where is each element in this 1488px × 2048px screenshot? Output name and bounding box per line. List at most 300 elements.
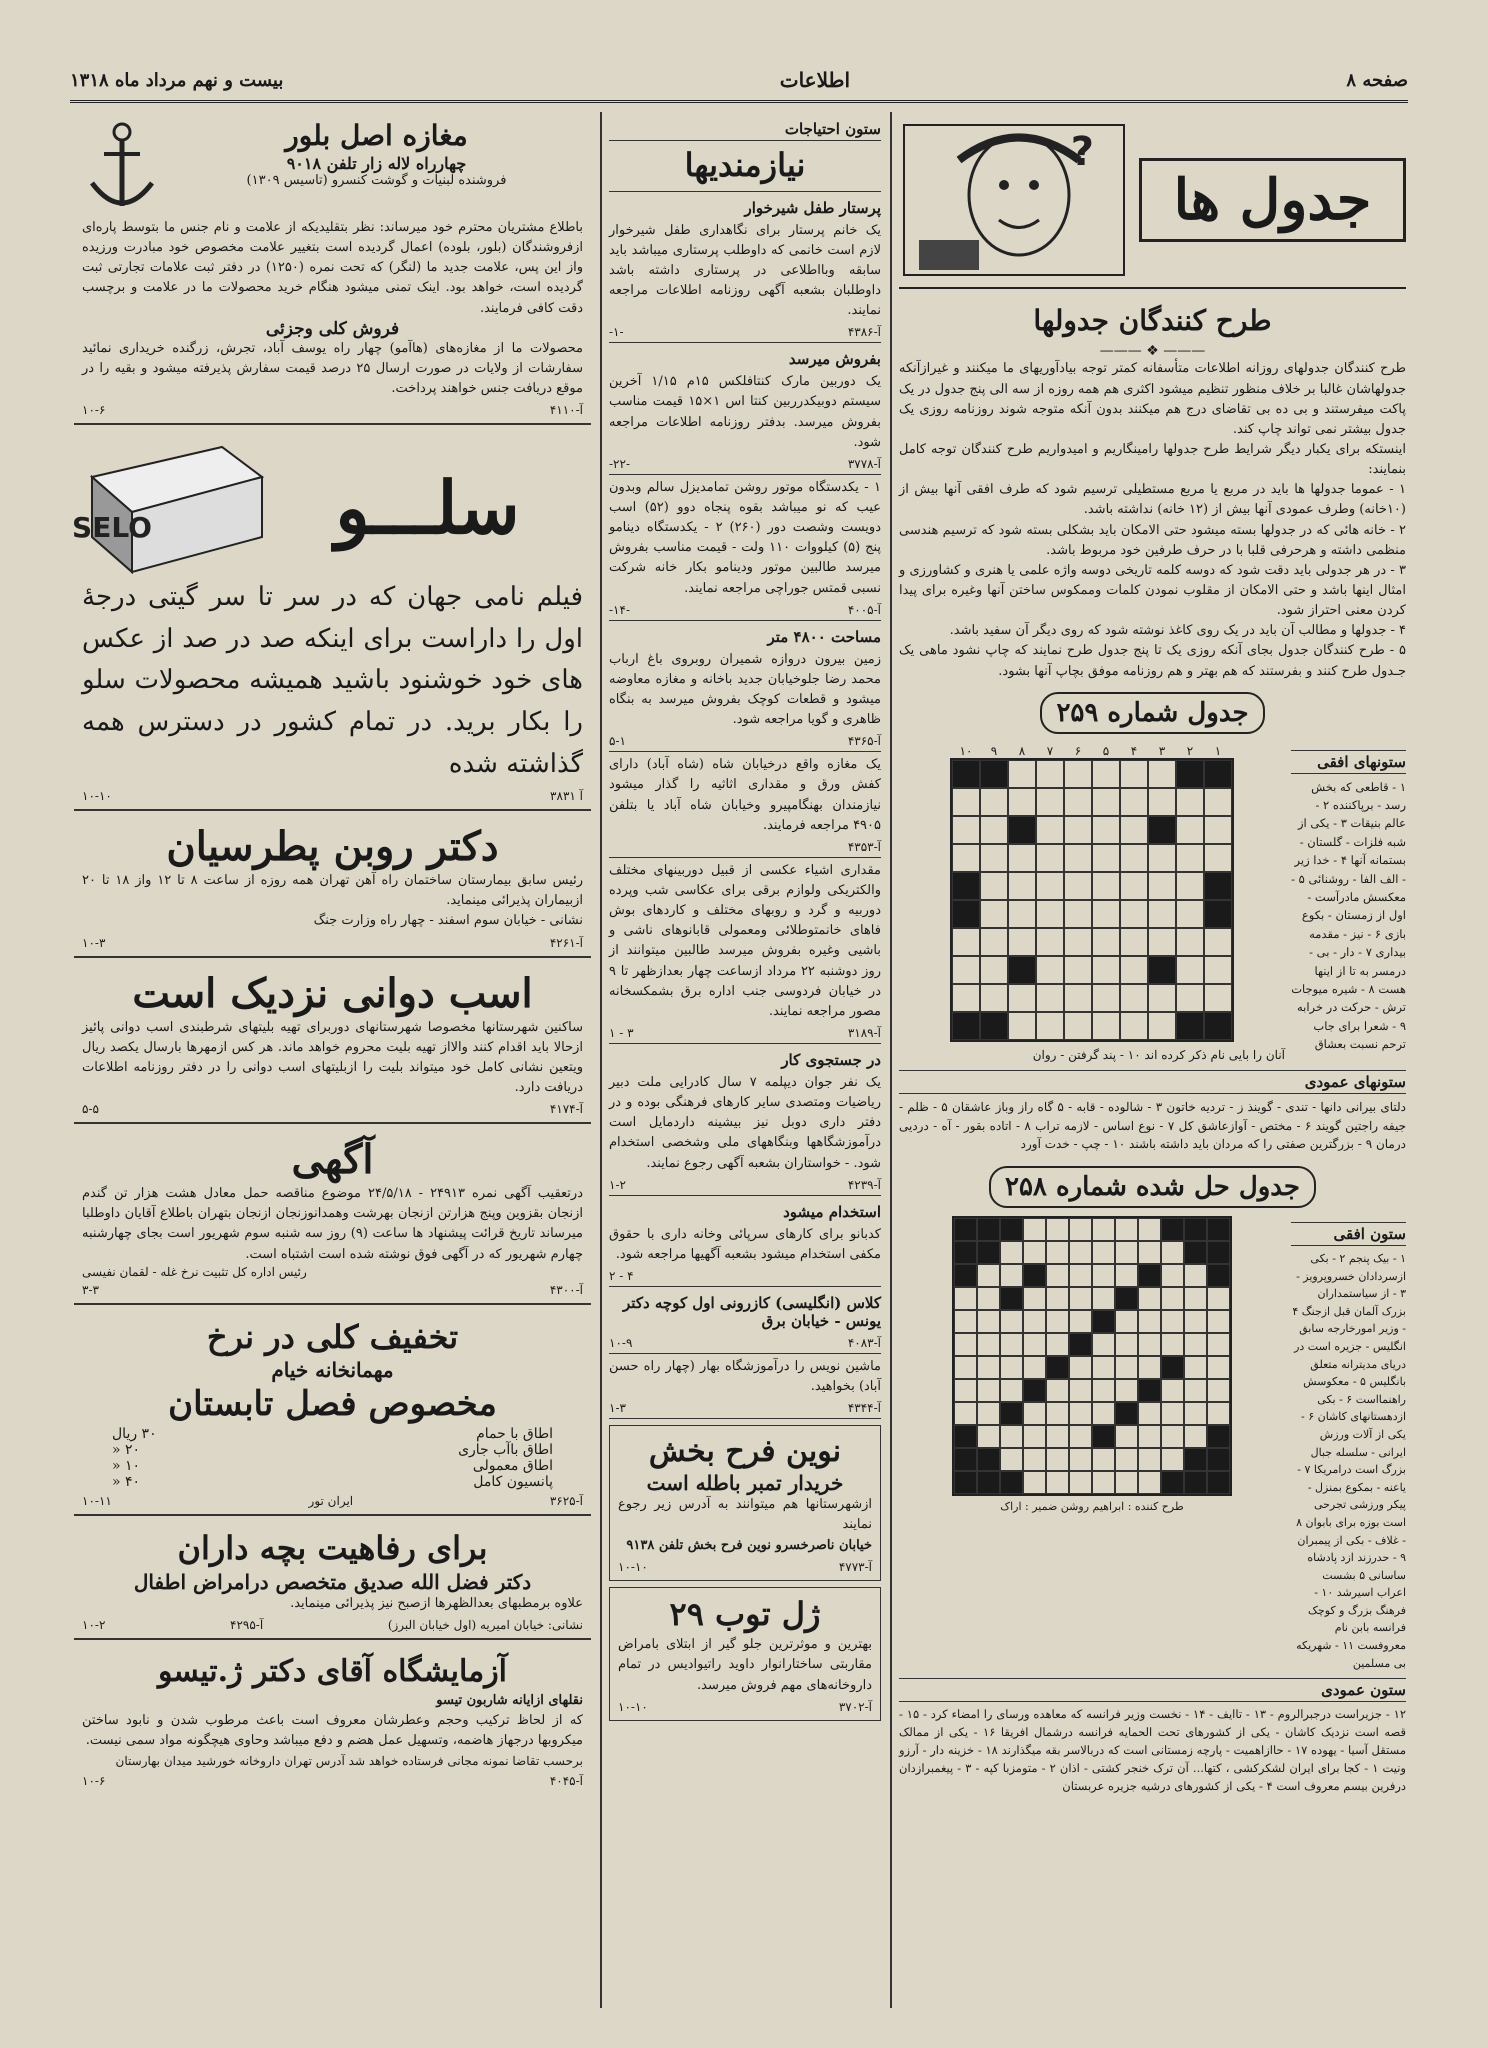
hotel-code: آ-۳۶۲۵	[549, 1494, 583, 1509]
grid-cell	[1092, 1402, 1115, 1425]
notice-code: آ-۴۳۰۰	[549, 1282, 583, 1297]
puzzle-258	[899, 1216, 1406, 1672]
grid-cell	[1176, 1012, 1204, 1040]
nowin-text: ازشهرستانها هم میتوانند به آدرس زیر رجوع نمایند	[618, 1497, 872, 1533]
grid-cell	[1069, 1448, 1092, 1471]
classified-code: آ-۳۷۷۸	[847, 456, 881, 471]
grid-cell	[1008, 1012, 1036, 1040]
grid-cell	[1046, 1264, 1069, 1287]
solved-h-text: ۱ - بیک پنجم ۲ - بکی ازسردادان خسروپرویز - ۳ - از سیاستمداران بزرک آلمان قبل ازجنگ ۴ - وزیر امورخارجه سابق انگلیس - جزیره است در دریای مدیترانه متعلق بانگلیس ۵ - معکوسش راهنمااست ۶ - بکی ازدهستانهای کاشان ۶ - یکی از آلات ورزش ایرانی - سلسله جبال بزرگ است درامریکا ۷ - یاعنه - بمکوع بمنزل - پیکر ورزشی تجرحی است بوزه برای بابوان ۸ - غلاف - بکی از پیمبران ۹ - حدرزند ازد پادشاه ساسانی ۵ بشست اعراب اسیرشد ۱۰ - فرهنگ بزرگ و کوچک فرانسه بابن نام معروفست ۱۱ - شهریکه بی مسلمین	[1292, 1252, 1406, 1670]
child-text: علاوه برمطبهای بعدالظهرها ازصبح نیز پذیرائی مینماید.	[290, 1596, 583, 1612]
grid-cell	[1064, 816, 1092, 844]
lab-text: که از لحاظ ترکیب وحجم وعطرشان معروف است باعث مرطوب شدن و نابود ساختن میکروبها درجهاز هاضمه، وتسهیل عمل هضم و دفع میباشد وحاوی هیچگونه مواد سمی نیست.	[82, 1713, 583, 1749]
grid-cell	[1120, 1012, 1148, 1040]
grid-cell	[1092, 1425, 1115, 1448]
rule-3: ۳ - در هر جدولی باید دقت شود که دوسه کلمه تاریخی دوسه واژه علمی یا هنری و کشاورزی و امثال اینها باشد و حتی الامکان از مقلوب نمودن کلمات وممکوس ساختن آنها وغیره برای پیدا کردن معنی احتراز شود.	[899, 562, 1406, 619]
grid-cell	[977, 1241, 1000, 1264]
classified-heading: مساحت ۴۸۰۰ متر	[767, 627, 881, 646]
grid-cell	[952, 816, 980, 844]
grid-cell	[1092, 872, 1120, 900]
grid-cell	[1120, 760, 1148, 788]
banner-illustration	[899, 120, 1129, 280]
vertical-title: ستونهای عمودی	[899, 1070, 1406, 1094]
grid-cell	[1046, 1379, 1069, 1402]
grid-cell	[1092, 956, 1120, 984]
grid-cell	[1000, 1264, 1023, 1287]
grid-cell	[1000, 1310, 1023, 1333]
grid-cell	[1115, 1379, 1138, 1402]
nowin-addr: خیابان ناصرخسرو نوین فرح بخش تلفن ۹۱۳۸	[626, 1537, 872, 1553]
grid-cell	[1092, 900, 1120, 928]
grid-cell	[1092, 1218, 1115, 1241]
grid-cell	[1023, 1241, 1046, 1264]
intro-text: طرح کنندگان جدولهای روزانه اطلاعات متأسفانه کمتر توجه بیادآوریهای ما میکنند و غیرازآنکه جدولهاشان غالبا بر خلاف منظور تنظیم میشود اکثری هم همه روزه از سه الی پنج جدول در یک پاکت میفرستند و بی ده بی تقاضای درج هم میکنند بدون آنکه متوجه شوند روزنامه روزی یک جدول بیشتر نمی تواند چاپ کند.	[899, 361, 1406, 437]
intro-text-2: اینستکه برای یکبار دیگر شرایط طرح جدولها رامینگاریم و امیدواریم طرح کنندگان توجه کامل بنمایند:	[899, 441, 1406, 478]
grid-cell	[952, 872, 980, 900]
grid-cell	[1064, 900, 1092, 928]
svg-text:SELO: SELO	[72, 511, 152, 545]
hotel-brand: ایران تور	[308, 1494, 354, 1509]
grid-cell	[1138, 1218, 1161, 1241]
grid-cell	[952, 984, 980, 1012]
grid-cell	[1092, 1448, 1115, 1471]
anchor-icon	[82, 118, 162, 218]
grid-cell	[1069, 1402, 1092, 1425]
column-divider	[890, 112, 892, 2008]
grid-cell	[1046, 1287, 1069, 1310]
grid-cell	[1008, 956, 1036, 984]
grid-cell	[1036, 1012, 1064, 1040]
grid-cell	[1161, 1471, 1184, 1494]
grid-cell	[1138, 1333, 1161, 1356]
shop-ad	[74, 112, 591, 425]
doctor-id: ۱۰-۳	[82, 935, 106, 950]
grid-cell	[1046, 1310, 1069, 1333]
grid-cell	[1207, 1402, 1230, 1425]
classified-item	[609, 621, 881, 753]
grid-cell	[952, 1012, 980, 1040]
grid-cell	[1023, 1287, 1046, 1310]
doctor-addr: نشانی - خیابان سوم اسفند - چهار راه وزارت جنگ	[313, 913, 583, 929]
grid-cell	[977, 1448, 1000, 1471]
classified-id: -۱۴-	[609, 602, 630, 617]
grid-cell	[1069, 1218, 1092, 1241]
grid-cell	[1138, 1310, 1161, 1333]
grid-cell	[954, 1264, 977, 1287]
classified-item	[609, 1044, 881, 1196]
selo-ad	[74, 431, 591, 811]
intro-title: طرح کنندگان جدولها	[1033, 304, 1272, 337]
issue-date: بیست و نهم مرداد ماه ۱۳۱۸	[70, 69, 284, 91]
grid-cell	[1069, 1379, 1092, 1402]
classified-id: ۵-۱	[609, 734, 626, 749]
room-price: ۳۰ ریال	[112, 1426, 157, 1443]
classified-heading: پرستار طفل شیرخوار	[744, 198, 881, 217]
classified-code: آ-۴۰۸۳	[847, 1335, 881, 1350]
grid-cell	[1064, 844, 1092, 872]
shop-title: مغازه اصل بلور	[285, 119, 468, 152]
child-title: برای رفاهیت بچه داران	[177, 1529, 488, 1568]
grid-cell	[952, 788, 980, 816]
grid-cell	[1115, 1471, 1138, 1494]
grid-cell	[1069, 1356, 1092, 1379]
grid-cell	[1207, 1448, 1230, 1471]
horse-text: ساکنین شهرستانها مخصوصا شهرستانهای دوربرای تهیه بلیتهای شرطبندی اسب دوانی پائیز ازحالا باید اقدام کنند والااز تهیه بلیت محروم خواهد ماند. هر کس ازمهرها بارسال یکصد ریال ویتعین نشانی کامل خود میتواند بلیت را ازبلیتهای اسب دوانی را در دفتر روزنامه اطلاعات دریافت دارد.	[82, 1019, 583, 1095]
grid-cell	[1046, 1333, 1069, 1356]
grid-cell	[1184, 1333, 1207, 1356]
horse-code: آ-۴۱۷۴	[549, 1102, 583, 1117]
classified-text: ماشین نویس را درآموزشگاه بهار (چهار راه حسن آباد) بخواهید.	[609, 1358, 881, 1395]
notice-title: آگهی	[291, 1136, 374, 1184]
grid-cell	[1138, 1425, 1161, 1448]
classified-text: یک خانم پرستار برای نگاهداری طفل شیرخوار لازم است خانمی که داوطلب پرستاری میباشد باید سابقه وبااطلاعی در پرستاری داشته باشد داوطلبان بشعبه آگهی روزنامه اطلاعات مراجعه نمایند.	[609, 222, 881, 319]
grid-cell	[1204, 788, 1232, 816]
grid-cell	[1161, 1356, 1184, 1379]
column-divider	[600, 112, 602, 2008]
grid-cell	[1023, 1402, 1046, 1425]
room-row	[82, 1474, 583, 1490]
grid-cell	[952, 956, 980, 984]
solved-credit: طرح کننده : ابراهیم روشن ضمیر : اراک	[1000, 1500, 1184, 1514]
grid-cell	[1092, 788, 1120, 816]
grid-cell	[1069, 1241, 1092, 1264]
banner-title: جدول ها	[1139, 158, 1406, 242]
nowin-code: آ-۴۷۷۳	[838, 1559, 872, 1574]
grid-cell	[1207, 1287, 1230, 1310]
ads-column	[70, 112, 595, 2008]
grid-cell	[1204, 760, 1232, 788]
classified-item	[609, 1287, 881, 1354]
notice-text: درتعقیب آگهی نمره ۲۴۹۱۳ - ۲۴/۵/۱۸ موضوع مناقصه حمل معادل هشت هزار تن گندم ازنجان بقزوین وپنج هزارتن ازنجان بهرشت وهمدانوزنجان ازنجان بتهران باطلاع آقایان داوطلبا میرساند تاریخ قرائت پیشنهاد ها ساعت (۹) روز سه شنبه سوم شهریور است بجای چهارشنبه چهارم شهریور که در آگهی فوق نوشته شده است اشتباه است.	[82, 1186, 583, 1262]
grid-cell	[977, 1471, 1000, 1494]
grid-cell	[1036, 872, 1064, 900]
notice-sign: رئیس اداره کل تثبیت نرخ غله - لقمان نفیسی	[82, 1264, 307, 1279]
grid-cell	[1204, 1012, 1232, 1040]
grid-cell	[952, 928, 980, 956]
puzzles-column	[895, 112, 1410, 2008]
grid-cell	[1204, 928, 1232, 956]
grid-cell	[1176, 844, 1204, 872]
grid-cell	[1204, 984, 1232, 1012]
grid-cell	[977, 1402, 1000, 1425]
nowin-sub: خریدار تمبر باطله است	[646, 1471, 844, 1496]
solved-h-title: ستون افقی	[1291, 1222, 1406, 1246]
grid-cell	[1161, 1310, 1184, 1333]
grid-cell	[952, 844, 980, 872]
grid-cell	[1092, 1356, 1115, 1379]
grid-cell	[1138, 1471, 1161, 1494]
shop-code: آ-۴۱۱۰	[549, 403, 583, 418]
grid-cell	[1161, 1241, 1184, 1264]
grid-cell	[1036, 984, 1064, 1012]
grid-cell	[1184, 1471, 1207, 1494]
gel-title: ژل توب ۲۹	[669, 1594, 821, 1633]
grid-cell	[1115, 1287, 1138, 1310]
grid-cell	[1036, 928, 1064, 956]
grid-cell	[980, 984, 1008, 1012]
grid-cell	[1184, 1287, 1207, 1310]
grid-cell	[1148, 956, 1176, 984]
grid-cell	[954, 1448, 977, 1471]
grid-cell	[1184, 1379, 1207, 1402]
rule-2: ۲ - خانه هائی که در جدولها بسته میشود حتی الامکان باید بشکلی بسته شود که ترسیم هندسی منظمی داشته و هرحرفی قلبا با در حرف طرفین خود مربوط باشد.	[899, 522, 1406, 558]
grid-cell	[1115, 1448, 1138, 1471]
shop-sale: فروش کلی وجزئی	[265, 318, 400, 339]
grid-cell	[1092, 816, 1120, 844]
grid-cell	[1023, 1310, 1046, 1333]
puzzle-259	[899, 744, 1406, 1065]
grid-cell	[1092, 1241, 1115, 1264]
page-number: صفحه ۸	[1346, 69, 1408, 91]
horse-title: اسب دوانی نزدیک است	[132, 969, 533, 1017]
grid-cell	[1000, 1425, 1023, 1448]
grid-cell	[980, 788, 1008, 816]
grid-cell	[1064, 788, 1092, 816]
room-name: اطاق معمولی	[472, 1458, 553, 1475]
classifieds-section: ستون احتیاجات	[609, 118, 881, 141]
rule-1: ۱ - عموما جدولها ها باید در مربع یا مربع مستطیلی ترسیم شود که طرف افقی آنها بیش از (۱۰خانه) وطرف عمودی آنها بیش از (۱۲ خانه) نداشته باشد.	[899, 482, 1406, 518]
grid-cell	[1023, 1356, 1046, 1379]
grid-cell	[1176, 900, 1204, 928]
grid-cell	[1023, 1448, 1046, 1471]
grid-cell	[1000, 1448, 1023, 1471]
room-prices	[82, 1426, 583, 1490]
lab-id: ۱۰-۶	[82, 1774, 106, 1789]
grid-cell	[1092, 928, 1120, 956]
grid-cell	[1115, 1425, 1138, 1448]
classified-heading: استخدام میشود	[783, 1202, 881, 1221]
grid-cell	[1008, 760, 1036, 788]
room-price: ۱۰ «	[112, 1458, 141, 1475]
grid-cell	[1008, 900, 1036, 928]
svg-text:?: ?	[1070, 128, 1094, 175]
discount-title: تخفیف کلی در نرخ	[206, 1317, 459, 1356]
child-doc: دکتر فضل الله صدیق متخصص درامراض اطفال	[133, 1570, 532, 1595]
classified-id: ۲ - ۴	[609, 1268, 634, 1283]
summer-title: مخصوص فصل تابستان	[168, 1384, 497, 1425]
puzzle-259-title: جدول شماره ۲۵۹	[1040, 692, 1264, 734]
grid-cell	[1184, 1402, 1207, 1425]
grid-cell	[1207, 1264, 1230, 1287]
grid-cell	[1148, 984, 1176, 1012]
grid-cell	[1161, 1264, 1184, 1287]
classified-text: یک دوربین مارک کنتافلکس ۱۵م ۱/۱۵ آخرین سیستم دوبیکدرربین کنتا اس ۱×۱۵ قیمت مناسب بفروش میرسد. بدفتر روزنامه اطلاعات مراجعه شود.	[609, 374, 882, 450]
hotel-ad	[74, 1311, 591, 1517]
grid-cell	[1064, 984, 1092, 1012]
grid-cell	[1023, 1264, 1046, 1287]
rule-4: ۴ - جدولها و مطالب آن باید در یک روی کاغذ نوشته شود که روی دیگر آن سفید باشد.	[949, 623, 1406, 639]
grid-cell	[1008, 816, 1036, 844]
grid-cell	[1120, 984, 1148, 1012]
doctor-code: آ-۴۲۶۱	[549, 935, 583, 950]
classified-id: ۱ - ۳	[609, 1025, 634, 1040]
gel-code: آ-۳۷۰۲	[838, 1699, 872, 1714]
grid-cell	[1184, 1218, 1207, 1241]
grid-cell	[1138, 1379, 1161, 1402]
grid-cell	[1008, 984, 1036, 1012]
grid-cell	[952, 900, 980, 928]
classified-heading: در جستجوی کار	[781, 1050, 881, 1069]
grid-cell	[1092, 1264, 1115, 1287]
classifieds-column	[605, 112, 885, 2008]
grid-cell	[1000, 1379, 1023, 1402]
grid-cell	[1092, 844, 1120, 872]
classified-item	[609, 1354, 881, 1419]
grid-cell	[1046, 1425, 1069, 1448]
grid-cell	[1115, 1356, 1138, 1379]
crossword-grid-259[interactable]	[950, 758, 1234, 1042]
grid-cell	[1023, 1218, 1046, 1241]
vertical-clues: دلتای بیرانی دانها - تندی - گوینذ ز - تردیه خاتون ۳ - شالوده - قابه - ۵ گاه راز وباز عاشقان ۵ - ظلم - جیفه راجتین گویند ۶ - مختص - آوازعاشق کل ۷ - نوع اساس - لازمه تراب ۸ - اتاده بقور - آه - دردیی درمان ۹ - بزرگترین صفتی را که مردان باید داشته باشند ۱۰ - چپ - خدت آورد	[899, 1100, 1406, 1152]
grid-cell	[1176, 788, 1204, 816]
lab-addr: برحسب تقاضا نمونه مجانی فرستاده خواهد شد آدرس تهران داروخانه خورشید میدان بهارستان	[115, 1753, 583, 1768]
grid-cell	[1023, 1379, 1046, 1402]
classified-code: آ-۴۳۵۳	[847, 839, 881, 854]
grid-cell	[980, 928, 1008, 956]
grid-cell	[1069, 1310, 1092, 1333]
room-name: پانسیون کامل	[473, 1474, 553, 1491]
grid-cell	[1184, 1448, 1207, 1471]
gel-text: بهترین و موثرترین جلو گیر از ابتلای بامراض مقاربتی ساختارانوار داوید راتیوادیس در تمام داروخانه‌های مهم فروش میرسد.	[618, 1637, 872, 1693]
child-addr: نشانی: خیابان امیریه (اول خیابان البرز)	[387, 1618, 583, 1633]
grid-cell	[1000, 1471, 1023, 1494]
grid-cell	[1064, 872, 1092, 900]
horse-ad	[74, 964, 591, 1125]
grid-cell	[1204, 872, 1232, 900]
grid-cell	[1120, 788, 1148, 816]
room-row	[82, 1442, 583, 1458]
nowin-ad	[609, 1425, 881, 1580]
grid-cell	[980, 816, 1008, 844]
grid-cell	[1008, 788, 1036, 816]
classified-id: -۱-	[609, 325, 624, 340]
grid-cell	[1138, 1264, 1161, 1287]
classified-text: ۱ - یکدستگاه موتور روشن تمامدیزل سالم وبدون عیب که نو میباشد بقوه پنجاه دوو (۵۲) اسب دویست وشصت دور (۲۶۰) ۲ - یکدستگاه دینامو پنج (۵) کیلووات ۱۱۰ ولت - قیمت مناسب بفروش میرسد طالبین موتور ودینامو بکار خانه شرکت نسبی قمتس جوراچی مراجعه نمایند.	[609, 479, 882, 596]
classified-list	[609, 192, 881, 1420]
grid-cell	[1115, 1218, 1138, 1241]
hotel-name: مهمانخانه خیام	[271, 1358, 394, 1383]
classified-id: ۱-۳	[609, 1401, 626, 1416]
doctor-ad	[74, 817, 591, 957]
grid-cell	[977, 1287, 1000, 1310]
grid-cell	[980, 872, 1008, 900]
classified-item	[609, 343, 881, 475]
classified-item	[609, 752, 881, 858]
notice-ad	[74, 1130, 591, 1305]
grid-cell	[954, 1218, 977, 1241]
shop-sub: چهارراه لاله زار تلفن ۹۰۱۸	[286, 154, 467, 174]
grid-cell	[952, 760, 980, 788]
grid-cell	[1176, 816, 1204, 844]
selo-code: ۳۸۳۱ آ	[550, 789, 583, 804]
grid-cell	[1138, 1356, 1161, 1379]
grid-cell	[1138, 1241, 1161, 1264]
paper-name: اطلاعات	[779, 68, 850, 92]
grid-cell	[1092, 1287, 1115, 1310]
column-numbers: ۱۰ ۹ ۸ ۷ ۶ ۵ ۴ ۳ ۲ ۱	[959, 743, 1222, 758]
grid-cell	[1064, 956, 1092, 984]
grid-cell	[1036, 816, 1064, 844]
grid-cell	[1204, 956, 1232, 984]
page-header	[70, 60, 1408, 103]
grid-cell	[1161, 1333, 1184, 1356]
grid-cell	[1184, 1264, 1207, 1287]
grid-cell	[1046, 1471, 1069, 1494]
grid-cell	[1046, 1218, 1069, 1241]
film-box-icon	[72, 437, 272, 577]
room-row	[82, 1426, 583, 1442]
lab-sub: نقلهای ازایانه شاربون تیسو	[436, 1693, 583, 1709]
lab-code: آ-۴۰۴۵	[549, 1774, 583, 1789]
horizontal-title: ستونهای افقی	[1291, 750, 1406, 774]
selo-title: سلـــو	[335, 464, 520, 550]
notice-id: ۳-۳	[82, 1282, 99, 1297]
grid-cell	[1064, 928, 1092, 956]
classifieds-title: نیازمندیها	[609, 145, 881, 192]
rule-5: ۵ - طرح کنندگان جدول بجای آنکه روزی یک تا پنج جدول طرح نمایند که چاپ نشود ماهی یک جـدول طرح کنند و بفرستند که هم بهتر و هم روزنامه موفق بچاپ آنها بشود.	[899, 643, 1406, 679]
grid-cell	[977, 1310, 1000, 1333]
shop-text: باطلاع مشتریان محترم خود میرساند: نظر بتقلیدیکه از علامت و نام جنس ما بتوسط پاره‌ای ازفروشندگان (بلور، بلوده) اعمال گردیده است بتغییر علامت مخصوص خود مبادرت ورزیده واز این پس، علامت جدید ما (لنگر) که تحت نمره (۱۲۵۰) در دفتر ثبت علامات تجارتی ثبت گردیده است، خواهد بود. اینک تمنی میشود هنگام خرید محصولات ما در علامت و برچسب دقت کافی فرمایند.	[82, 220, 583, 316]
grid-cell	[1115, 1241, 1138, 1264]
room-row	[82, 1458, 583, 1474]
shop-id: ۱۰-۶	[82, 403, 106, 418]
solved-grid-wrap	[899, 1216, 1285, 1672]
grid-cell	[954, 1356, 977, 1379]
selo-text: فیلم نامی جهان که در سر تا سر گیتی درجهٔ اول را داراست برای اینکه صد در صد از عکس های خود خوشنود باشید همیشه محصولات سلو را بکار برید. در تمام کشور در دسترس همه گذاشته شده	[82, 582, 583, 779]
grid-cell	[1069, 1425, 1092, 1448]
grid-cell	[1176, 928, 1204, 956]
grid-cell	[1161, 1287, 1184, 1310]
grid-cell	[977, 1264, 1000, 1287]
grid-cell	[1046, 1402, 1069, 1425]
horse-id: ۵-۵	[82, 1102, 99, 1117]
grid-cell	[1204, 900, 1232, 928]
classified-code: آ-۳۱۸۹	[847, 1025, 881, 1040]
classified-item	[609, 475, 881, 621]
classified-code: آ-۴۲۳۹	[847, 1177, 881, 1192]
room-price: ۲۰ «	[112, 1442, 141, 1459]
classified-text: مقداری اشیاء عکسی از قبیل دوربینهای مختلف والکتریکی ولوازم برقی برای عکاسی شب وپرده دوربیه و گرد و روبهای مختلف و کاردهای بوش فاهای خانمتوطلائی ومعمولی قابانوهای ناشی و باشیی وغیره بفروش میرسد طالبین میتوانند از روز دوشنبه ۲۲ مرداد ازساعت چهار بعدازظهر تا ۹ در خیابان فردوسی جنب اداره برق بشمکسخانه مصور مراجعه نمایند.	[609, 862, 881, 1019]
grid-cell	[1064, 1012, 1092, 1040]
grid-cell	[1207, 1333, 1230, 1356]
grid-cell	[1148, 872, 1176, 900]
grid-cell	[1115, 1333, 1138, 1356]
solved-v-text: ۱۲ - جزیراست درجبرالروم - ۱۳ - تاایف - ۱۴ - نخست وزیر فرانسه که معاهده ورسای را امضاء کرد - ۱۵ - قصه است نزدیک کاشان - یکی از کشورهای تحت الحمایه فرانسه درشمال افریقا ۱۶ - یکی از ممالک مستقل آسیا - یهوده ۱۷ - حاازاهمیت - پارچه زمستانی است که دربالاسر بقه میگذارند ۱۸ - خزینه دار - آرزو ونیت ۱ - کجا برای ایران لشکرکشی ، کتها... آن ترک خنجر کشتی - اذان ۲ - متومزبا کپه - ۳ - پیغمبرازدان درفرین بیسم معروف است ۴ - یکی از کشورهای درشیه جزیره عربستان	[899, 1707, 1406, 1793]
puzzle-258-header	[899, 1166, 1406, 1208]
horizontal-clues: ۱ - قاطعی که بخش رسد - برپاکننده ۲ - عالم بنیقات ۳ - یکی از شبه فلزات - گلستان - بستمانه آنها ۴ - خدا زیر - الف الفا - روشنائی ۵ - معکسش مادرآست - اول از زمستان - بکوع بازی ۶ - نیز - مقدمه بیداری ۷ - دار - بی - درمسر به تا از اینها هست ۸ - شیره میوجات ترش - حرکت در خرابه ۹ - شعرا برای جاب ترحم نسبت بعشاق	[1291, 779, 1406, 1052]
grid-cell	[1036, 900, 1064, 928]
grid-cell	[1207, 1310, 1230, 1333]
child-code: آ-۴۲۹۵	[230, 1618, 264, 1633]
grid-cell	[1000, 1241, 1023, 1264]
solved-horizontal	[1291, 1216, 1406, 1672]
grid-cell	[1207, 1471, 1230, 1494]
grid-cell	[977, 1379, 1000, 1402]
grid-cell	[1036, 844, 1064, 872]
child-ad	[74, 1522, 591, 1640]
grid-cell	[1008, 872, 1036, 900]
classified-text: یک نفر جوان دیپلمه ۷ سال کادرایی ملت دبیر ریاضیات ومتصدی سایر کارهای فرهنگی بوده و در دفتر داری دوبل نیز بیشینه داردمایل است درآموزشگاهها وبنگاههای ملی وشخصی استخدام شود. - خواستاران بشعبه آگهی رجوع نمایند.	[609, 1074, 881, 1171]
grid-cell	[1138, 1287, 1161, 1310]
room-name: اطاق باآب جاری	[458, 1442, 553, 1459]
grid-cell	[1176, 956, 1204, 984]
grid-cell	[1148, 844, 1176, 872]
room-price: ۴۰ «	[112, 1474, 141, 1491]
grid-cell	[977, 1425, 1000, 1448]
grid-cell	[1204, 844, 1232, 872]
grid-cell	[980, 900, 1008, 928]
child-id: ۱۰-۲	[82, 1618, 106, 1633]
